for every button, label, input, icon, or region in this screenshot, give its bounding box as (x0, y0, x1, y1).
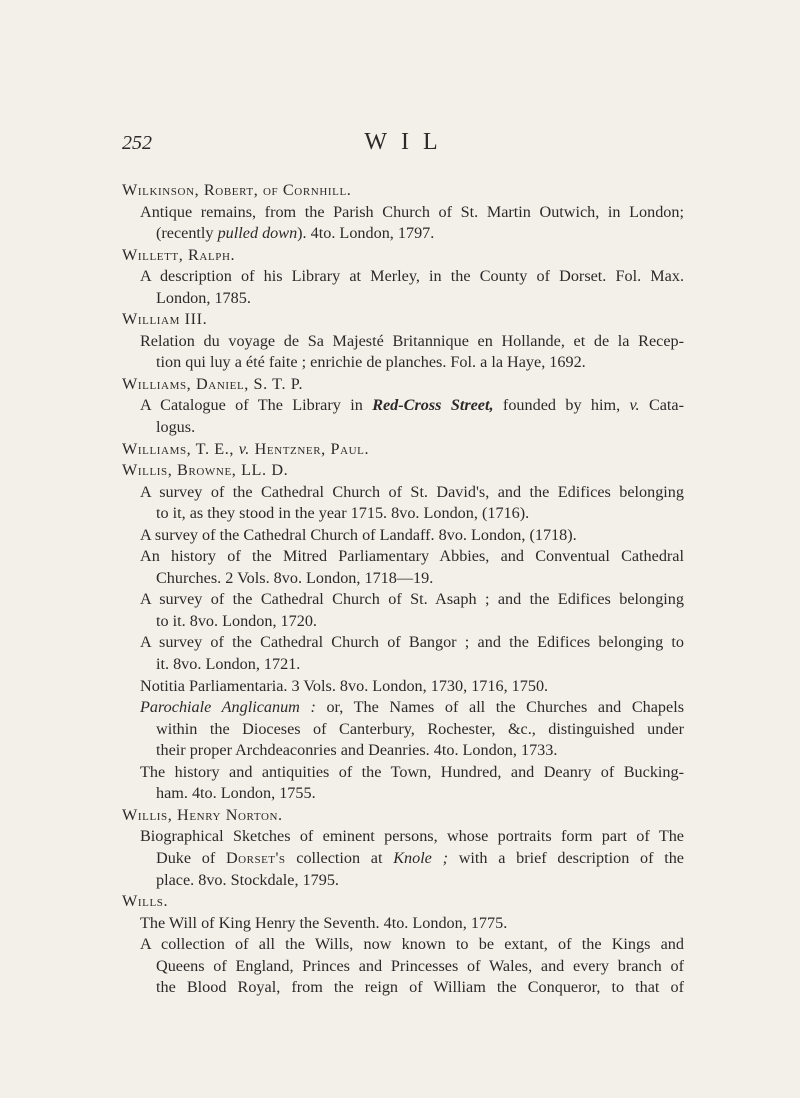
work-entry (122, 266, 684, 309)
text-line: The history and antiquities of the Town, Hundred, and Deanry of Bucking- (140, 762, 684, 781)
text-line: A survey of the Cathedral Church of Landaff. 8vo. London, (1718). (140, 525, 577, 544)
work-entry (122, 395, 684, 438)
text-line: within the Dioceses of Canterbury, Rochester, &c., distinguished under (156, 719, 684, 738)
author-heading: Willis, Henry Norton. (122, 805, 283, 824)
work-entry (122, 546, 684, 589)
text-line: Churches. 2 Vols. 8vo. London, 1718—19. (156, 568, 434, 587)
italic-text: Red-Cross Street, (372, 396, 494, 415)
work-entry (122, 934, 684, 999)
text-line: logus. (156, 418, 196, 437)
text-line: A survey of the Cathedral Church of St. Asaph ; and the Edifices belonging (140, 590, 684, 609)
text-line: Duke of Dorset's collection at Knole ; with a brief description of the (156, 848, 684, 867)
text-line: A Catalogue of The Library in Red-Cross Street, founded by him, v. Cata- (140, 396, 684, 415)
work-entry (122, 826, 684, 891)
italic-text: Knole ; (393, 848, 448, 867)
text-line: A survey of the Cathedral Church of Bangor ; and the Edifices belonging to (140, 633, 684, 652)
author-heading: Wills. (122, 892, 169, 911)
work-entry (122, 202, 684, 245)
text-line: (recently pulled down). 4to. London, 1797. (156, 224, 435, 243)
work-entry (122, 525, 684, 547)
author-heading: William III. (122, 310, 208, 329)
italic-text: Parochiale Anglicanum : (140, 698, 316, 717)
author-heading: Willett, Ralph. (122, 245, 236, 264)
author-heading: Wilkinson, Robert, of Cornhill. (122, 181, 352, 199)
italic-text: pulled down (217, 224, 298, 243)
text-line: London, 1785. (156, 288, 251, 307)
author-heading: Willis, Browne, LL. D. (122, 461, 289, 480)
text-line: ham. 4to. London, 1755. (156, 784, 316, 803)
catalogue-body (122, 180, 684, 999)
page-number: 252 (122, 132, 152, 154)
text-line: their proper Archdeaconries and Deanries. 4to. London, 1733. (156, 741, 558, 760)
text-line: The Will of King Henry the Seventh. 4to. London, 1775. (140, 913, 508, 932)
text-line: Parochiale Anglicanum : or, The Names of all the Churches and Chapels (140, 698, 684, 717)
text-line: tion qui luy a été faite ; enrichie de planches. Fol. a la Haye, 1692. (156, 353, 586, 372)
author-heading: Williams, Daniel, S. T. P. (122, 374, 304, 393)
work-entry (122, 913, 684, 935)
text-line: place. 8vo. Stockdale, 1795. (156, 870, 339, 889)
work-entry (122, 482, 684, 525)
running-head: WIL (364, 129, 452, 155)
text-line: Biographical Sketches of eminent persons, whose portraits form part of The (140, 827, 684, 846)
text-line: A collection of all the Wills, now known to be extant, of the Kings and (140, 935, 684, 954)
text-line: Relation du voyage de Sa Majesté Britannique en Hollande, et de la Recep- (140, 331, 684, 350)
work-entry (122, 331, 684, 374)
text-line: A description of his Library at Merley, in the County of Dorset. Fol. Max. (140, 267, 684, 286)
work-entry (122, 589, 684, 632)
work-entry (122, 632, 684, 675)
work-entry (122, 676, 684, 698)
text-line: to it. 8vo. London, 1720. (156, 611, 317, 630)
text-line: to it, as they stood in the year 1715. 8vo. London, (1716). (156, 504, 530, 523)
author-heading: Williams, T. E., v. Hentzner, Paul. (122, 439, 370, 458)
work-entry (122, 697, 684, 762)
text-line: An history of the Mitred Parliamentary Abbies, and Conventual Cathedral (140, 547, 684, 566)
work-entry (122, 762, 684, 805)
text-line: Queens of England, Princes and Princesses of Wales, and every branch of (156, 956, 684, 975)
text-line: Notitia Parliamentaria. 3 Vols. 8vo. London, 1730, 1716, 1750. (140, 676, 549, 695)
text-line: the Blood Royal, from the reign of William the Conqueror, to that of (156, 978, 684, 997)
text-line: it. 8vo. London, 1721. (156, 655, 301, 674)
text-line: A survey of the Cathedral Church of St. David's, and the Edifices belonging (140, 482, 684, 501)
text-line: Antique remains, from the Parish Church of St. Martin Outwich, in London; (140, 202, 684, 221)
